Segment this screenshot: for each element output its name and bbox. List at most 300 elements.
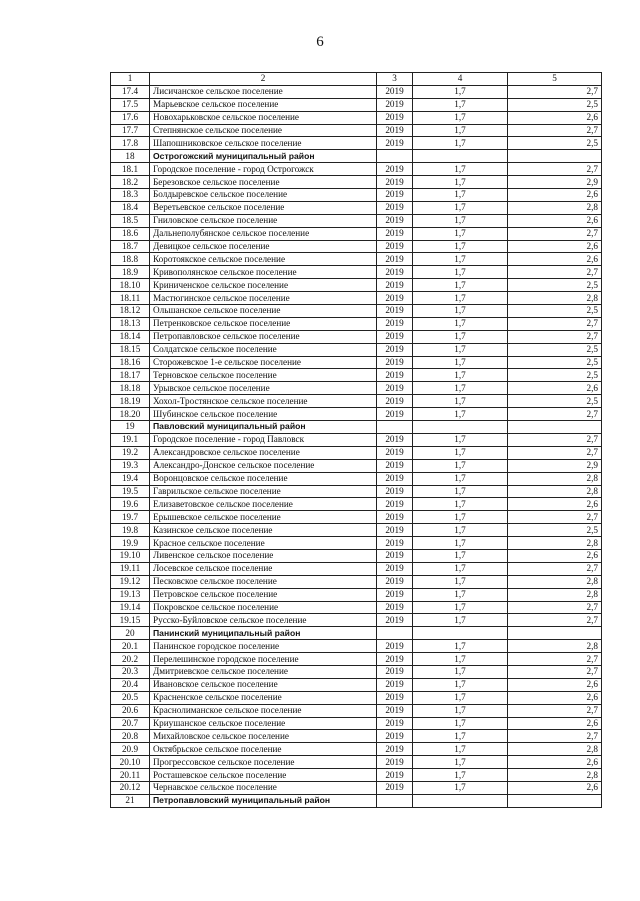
settlement-name: Александро-Донское сельское поселение: [150, 459, 377, 472]
settlement-name: Кривополянское сельское поселение: [150, 266, 377, 279]
value-cell: 1,7: [413, 408, 508, 421]
value-cell: 1,7: [413, 524, 508, 537]
row-number: 18.17: [111, 369, 150, 382]
empty-cell: [508, 150, 602, 163]
year-cell: 2019: [377, 704, 413, 717]
table-row: [111, 717, 602, 730]
section-row: [111, 794, 602, 807]
settlement-name: Марьевское сельское поселение: [150, 98, 377, 111]
value-cell: 1,7: [413, 433, 508, 446]
row-number: 18.7: [111, 240, 150, 253]
row-number: 20.11: [111, 769, 150, 782]
row-number: 19: [111, 421, 150, 434]
value-cell: 1,7: [413, 253, 508, 266]
table-row: [111, 279, 602, 292]
table-row: [111, 163, 602, 176]
row-number: 18.12: [111, 305, 150, 318]
section-title: Петропавловский муниципальный район: [150, 794, 377, 807]
table-row: [111, 201, 602, 214]
year-cell: 2019: [377, 601, 413, 614]
year-cell: 2019: [377, 769, 413, 782]
year-cell: 2019: [377, 382, 413, 395]
year-cell: 2019: [377, 163, 413, 176]
section-title: Павловский муниципальный район: [150, 421, 377, 434]
year-cell: 2019: [377, 201, 413, 214]
row-number: 18.6: [111, 227, 150, 240]
settlement-name: Городское поселение - город Павловск: [150, 433, 377, 446]
value-cell: 1,7: [413, 717, 508, 730]
empty-cell: [413, 150, 508, 163]
value-cell: 2,8: [508, 292, 602, 305]
table-row: [111, 408, 602, 421]
table-row: [111, 549, 602, 562]
row-number: 20.3: [111, 665, 150, 678]
year-cell: 2019: [377, 575, 413, 588]
empty-cell: [377, 421, 413, 434]
value-cell: 2,6: [508, 549, 602, 562]
value-cell: 1,7: [413, 549, 508, 562]
value-cell: 2,6: [508, 111, 602, 124]
row-number: 18.14: [111, 330, 150, 343]
value-cell: 2,7: [508, 330, 602, 343]
table-row: [111, 176, 602, 189]
settlement-name: Чернавское сельское поселение: [150, 781, 377, 794]
year-cell: 2019: [377, 653, 413, 666]
value-cell: 2,8: [508, 743, 602, 756]
settlement-name: Городское поселение - город Острогожск: [150, 163, 377, 176]
value-cell: 2,7: [508, 124, 602, 137]
value-cell: 2,8: [508, 485, 602, 498]
settlement-name: Сторожевское 1-е сельское поселение: [150, 356, 377, 369]
value-cell: 2,5: [508, 137, 602, 150]
settlement-name: Росташевское сельское поселение: [150, 769, 377, 782]
value-cell: 2,5: [508, 279, 602, 292]
value-cell: 2,7: [508, 433, 602, 446]
row-number: 19.7: [111, 511, 150, 524]
year-cell: 2019: [377, 730, 413, 743]
value-cell: 2,7: [508, 730, 602, 743]
value-cell: 2,6: [508, 717, 602, 730]
value-cell: 1,7: [413, 137, 508, 150]
row-number: 20.7: [111, 717, 150, 730]
value-cell: 1,7: [413, 317, 508, 330]
row-number: 17.8: [111, 137, 150, 150]
value-cell: 1,7: [413, 781, 508, 794]
year-cell: 2019: [377, 279, 413, 292]
row-number: 18.18: [111, 382, 150, 395]
value-cell: 2,5: [508, 305, 602, 318]
year-cell: 2019: [377, 781, 413, 794]
table-row: [111, 317, 602, 330]
year-cell: 2019: [377, 678, 413, 691]
year-cell: 2019: [377, 665, 413, 678]
value-cell: 2,7: [508, 227, 602, 240]
table-row: [111, 614, 602, 627]
value-cell: 1,7: [413, 588, 508, 601]
year-cell: 2019: [377, 717, 413, 730]
year-cell: 2019: [377, 588, 413, 601]
table-row: [111, 562, 602, 575]
value-cell: 2,7: [508, 446, 602, 459]
section-title: Острогожский муниципальный район: [150, 150, 377, 163]
table-row: [111, 227, 602, 240]
year-cell: 2019: [377, 176, 413, 189]
value-cell: 1,7: [413, 511, 508, 524]
table-row: [111, 266, 602, 279]
value-cell: 1,7: [413, 498, 508, 511]
table-row: [111, 665, 602, 678]
year-cell: 2019: [377, 433, 413, 446]
settlement-name: Песковское сельское поселение: [150, 575, 377, 588]
year-cell: 2019: [377, 124, 413, 137]
table-row: [111, 524, 602, 537]
table-row: [111, 498, 602, 511]
settlement-name: Коротоякское сельское поселение: [150, 253, 377, 266]
row-number: 19.15: [111, 614, 150, 627]
row-number: 19.10: [111, 549, 150, 562]
value-cell: 2,6: [508, 678, 602, 691]
table-row: [111, 189, 602, 202]
row-number: 18.19: [111, 395, 150, 408]
value-cell: 2,6: [508, 756, 602, 769]
value-cell: 1,7: [413, 485, 508, 498]
row-number: 20.2: [111, 653, 150, 666]
value-cell: 2,6: [508, 253, 602, 266]
year-cell: 2019: [377, 498, 413, 511]
settlement-name: Краснолиманское сельское поселение: [150, 704, 377, 717]
value-cell: 1,7: [413, 395, 508, 408]
value-cell: 2,7: [508, 653, 602, 666]
year-cell: 2019: [377, 395, 413, 408]
value-cell: 2,8: [508, 537, 602, 550]
value-cell: 2,6: [508, 781, 602, 794]
value-cell: 2,5: [508, 98, 602, 111]
value-cell: 1,7: [413, 214, 508, 227]
year-cell: 2019: [377, 240, 413, 253]
value-cell: 1,7: [413, 292, 508, 305]
value-cell: 2,7: [508, 85, 602, 98]
value-cell: 1,7: [413, 614, 508, 627]
value-cell: 1,7: [413, 601, 508, 614]
settlement-name: Мастюгинское сельское поселение: [150, 292, 377, 305]
settlement-name: Елизаветовское сельское поселение: [150, 498, 377, 511]
settlement-name: Шапошниковское сельское поселение: [150, 137, 377, 150]
table-row: [111, 433, 602, 446]
value-cell: 2,8: [508, 201, 602, 214]
settlement-name: Лосевское сельское поселение: [150, 562, 377, 575]
row-number: 20.12: [111, 781, 150, 794]
row-number: 17.4: [111, 85, 150, 98]
value-cell: 1,7: [413, 472, 508, 485]
year-cell: 2019: [377, 408, 413, 421]
value-cell: 2,5: [508, 369, 602, 382]
row-number: 18.5: [111, 214, 150, 227]
section-row: [111, 421, 602, 434]
row-number: 18.15: [111, 343, 150, 356]
settlement-name: Петровское сельское поселение: [150, 588, 377, 601]
year-cell: 2019: [377, 537, 413, 550]
year-cell: 2019: [377, 305, 413, 318]
data-table: [110, 72, 602, 808]
value-cell: 2,7: [508, 562, 602, 575]
empty-cell: [377, 794, 413, 807]
row-number: 18.10: [111, 279, 150, 292]
value-cell: 2,5: [508, 356, 602, 369]
settlement-name: Болдыревское сельское поселение: [150, 189, 377, 202]
settlement-name: Шубинское сельское поселение: [150, 408, 377, 421]
row-number: 18.3: [111, 189, 150, 202]
table-row: [111, 137, 602, 150]
value-cell: 1,7: [413, 266, 508, 279]
settlement-name: Октябрьское сельское поселение: [150, 743, 377, 756]
value-cell: 1,7: [413, 769, 508, 782]
row-number: 20.8: [111, 730, 150, 743]
year-cell: 2019: [377, 227, 413, 240]
value-cell: 2,8: [508, 640, 602, 653]
value-cell: 1,7: [413, 98, 508, 111]
table-row: [111, 601, 602, 614]
year-cell: 2019: [377, 253, 413, 266]
year-cell: 2019: [377, 343, 413, 356]
value-cell: 2,8: [508, 472, 602, 485]
settlement-name: Казинское сельское поселение: [150, 524, 377, 537]
settlement-name: Михайловское сельское поселение: [150, 730, 377, 743]
row-number: 20.6: [111, 704, 150, 717]
settlement-name: Перелешинское городское поселение: [150, 653, 377, 666]
table-row: [111, 756, 602, 769]
table-row: [111, 356, 602, 369]
settlement-name: Покровское сельское поселение: [150, 601, 377, 614]
table-row: [111, 743, 602, 756]
year-cell: 2019: [377, 472, 413, 485]
value-cell: 2,8: [508, 575, 602, 588]
year-cell: 2019: [377, 356, 413, 369]
value-cell: 2,7: [508, 665, 602, 678]
empty-cell: [413, 794, 508, 807]
value-cell: 2,6: [508, 189, 602, 202]
value-cell: 1,7: [413, 640, 508, 653]
value-cell: 2,6: [508, 498, 602, 511]
value-cell: 1,7: [413, 743, 508, 756]
settlement-name: Березовское сельское поселение: [150, 176, 377, 189]
value-cell: 1,7: [413, 537, 508, 550]
value-cell: 2,5: [508, 343, 602, 356]
table-row: [111, 769, 602, 782]
year-cell: 2019: [377, 485, 413, 498]
table-row: [111, 395, 602, 408]
row-number: 18.16: [111, 356, 150, 369]
value-cell: 2,5: [508, 395, 602, 408]
value-cell: 1,7: [413, 562, 508, 575]
year-cell: 2019: [377, 98, 413, 111]
year-cell: 2019: [377, 640, 413, 653]
table-row: [111, 85, 602, 98]
year-cell: 2019: [377, 459, 413, 472]
empty-cell: [377, 150, 413, 163]
section-title: Панинский муниципальный район: [150, 627, 377, 640]
table-row: [111, 485, 602, 498]
settlement-name: Ивановское сельское поселение: [150, 678, 377, 691]
value-cell: 1,7: [413, 356, 508, 369]
settlement-name: Девицкое сельское поселение: [150, 240, 377, 253]
column-header: 3: [377, 73, 413, 86]
settlement-name: Криушанское сельское поселение: [150, 717, 377, 730]
settlement-name: Панинское городское поселение: [150, 640, 377, 653]
row-number: 20: [111, 627, 150, 640]
row-number: 19.1: [111, 433, 150, 446]
table-header-row: [111, 73, 602, 86]
table-row: [111, 459, 602, 472]
value-cell: 2,7: [508, 614, 602, 627]
settlement-name: Дальнеполубянское сельское поселение: [150, 227, 377, 240]
table-row: [111, 292, 602, 305]
table-row: [111, 446, 602, 459]
empty-cell: [413, 421, 508, 434]
value-cell: 1,7: [413, 201, 508, 214]
value-cell: 1,7: [413, 382, 508, 395]
table-row: [111, 511, 602, 524]
year-cell: 2019: [377, 511, 413, 524]
settlement-name: Ольшанское сельское поселение: [150, 305, 377, 318]
value-cell: 2,7: [508, 601, 602, 614]
settlement-name: Гаврильское сельское поселение: [150, 485, 377, 498]
row-number: 19.3: [111, 459, 150, 472]
value-cell: 2,5: [508, 524, 602, 537]
value-cell: 1,7: [413, 665, 508, 678]
year-cell: 2019: [377, 111, 413, 124]
row-number: 18.2: [111, 176, 150, 189]
value-cell: 2,6: [508, 691, 602, 704]
table-row: [111, 98, 602, 111]
table-row: [111, 781, 602, 794]
section-row: [111, 150, 602, 163]
empty-cell: [413, 627, 508, 640]
column-header: 2: [150, 73, 377, 86]
settlement-name: Терновское сельское поселение: [150, 369, 377, 382]
empty-cell: [377, 627, 413, 640]
value-cell: 1,7: [413, 653, 508, 666]
year-cell: 2019: [377, 85, 413, 98]
settlement-name: Криниченское сельское поселение: [150, 279, 377, 292]
table-row: [111, 369, 602, 382]
row-number: 19.6: [111, 498, 150, 511]
table-row: [111, 305, 602, 318]
table-body: [111, 73, 602, 808]
table-row: [111, 575, 602, 588]
row-number: 19.14: [111, 601, 150, 614]
table-row: [111, 653, 602, 666]
value-cell: 1,7: [413, 691, 508, 704]
value-cell: 2,8: [508, 588, 602, 601]
row-number: 17.6: [111, 111, 150, 124]
value-cell: 1,7: [413, 343, 508, 356]
year-cell: 2019: [377, 214, 413, 227]
year-cell: 2019: [377, 189, 413, 202]
value-cell: 1,7: [413, 369, 508, 382]
page-number: 6: [316, 34, 324, 50]
value-cell: 1,7: [413, 163, 508, 176]
row-number: 19.13: [111, 588, 150, 601]
column-header: 4: [413, 73, 508, 86]
row-number: 18.11: [111, 292, 150, 305]
value-cell: 1,7: [413, 756, 508, 769]
value-cell: 1,7: [413, 459, 508, 472]
table-row: [111, 588, 602, 601]
year-cell: 2019: [377, 446, 413, 459]
row-number: 18.1: [111, 163, 150, 176]
row-number: 21: [111, 794, 150, 807]
value-cell: 1,7: [413, 446, 508, 459]
table-row: [111, 124, 602, 137]
year-cell: 2019: [377, 524, 413, 537]
value-cell: 2,7: [508, 163, 602, 176]
table-row: [111, 240, 602, 253]
row-number: 18.13: [111, 317, 150, 330]
year-cell: 2019: [377, 137, 413, 150]
table-row: [111, 253, 602, 266]
row-number: 19.8: [111, 524, 150, 537]
value-cell: 2,7: [508, 266, 602, 279]
value-cell: 2,9: [508, 176, 602, 189]
value-cell: 1,7: [413, 678, 508, 691]
settlement-name: Урывское сельское поселение: [150, 382, 377, 395]
section-row: [111, 627, 602, 640]
value-cell: 2,7: [508, 704, 602, 717]
table-row: [111, 704, 602, 717]
settlement-name: Хохол-Тростянское сельское поселение: [150, 395, 377, 408]
row-number: 18: [111, 150, 150, 163]
row-number: 19.9: [111, 537, 150, 550]
table-row: [111, 111, 602, 124]
value-cell: 1,7: [413, 330, 508, 343]
year-cell: 2019: [377, 743, 413, 756]
settlement-name: Красное сельское поселение: [150, 537, 377, 550]
row-number: 19.4: [111, 472, 150, 485]
table-row: [111, 214, 602, 227]
value-cell: 2,6: [508, 382, 602, 395]
row-number: 20.4: [111, 678, 150, 691]
value-cell: 2,7: [508, 408, 602, 421]
row-number: 18.8: [111, 253, 150, 266]
year-cell: 2019: [377, 266, 413, 279]
table-row: [111, 343, 602, 356]
settlement-name: Веретьевское сельское поселение: [150, 201, 377, 214]
value-cell: 2,6: [508, 214, 602, 227]
value-cell: 1,7: [413, 704, 508, 717]
table-row: [111, 678, 602, 691]
settlement-name: Воронцовское сельское поселение: [150, 472, 377, 485]
year-cell: 2019: [377, 614, 413, 627]
row-number: 20.9: [111, 743, 150, 756]
value-cell: 1,7: [413, 240, 508, 253]
settlement-name: Новохарьковское сельское поселение: [150, 111, 377, 124]
year-cell: 2019: [377, 562, 413, 575]
table-row: [111, 382, 602, 395]
row-number: 18.9: [111, 266, 150, 279]
value-cell: 1,7: [413, 111, 508, 124]
value-cell: 2,7: [508, 511, 602, 524]
value-cell: 2,9: [508, 459, 602, 472]
table-row: [111, 330, 602, 343]
settlement-name: Дмитриевское сельское поселение: [150, 665, 377, 678]
value-cell: 1,7: [413, 305, 508, 318]
column-header: 1: [111, 73, 150, 86]
value-cell: 1,7: [413, 279, 508, 292]
settlement-name: Прогрессовское сельское поселение: [150, 756, 377, 769]
value-cell: 2,6: [508, 240, 602, 253]
table-row: [111, 730, 602, 743]
table-row: [111, 537, 602, 550]
